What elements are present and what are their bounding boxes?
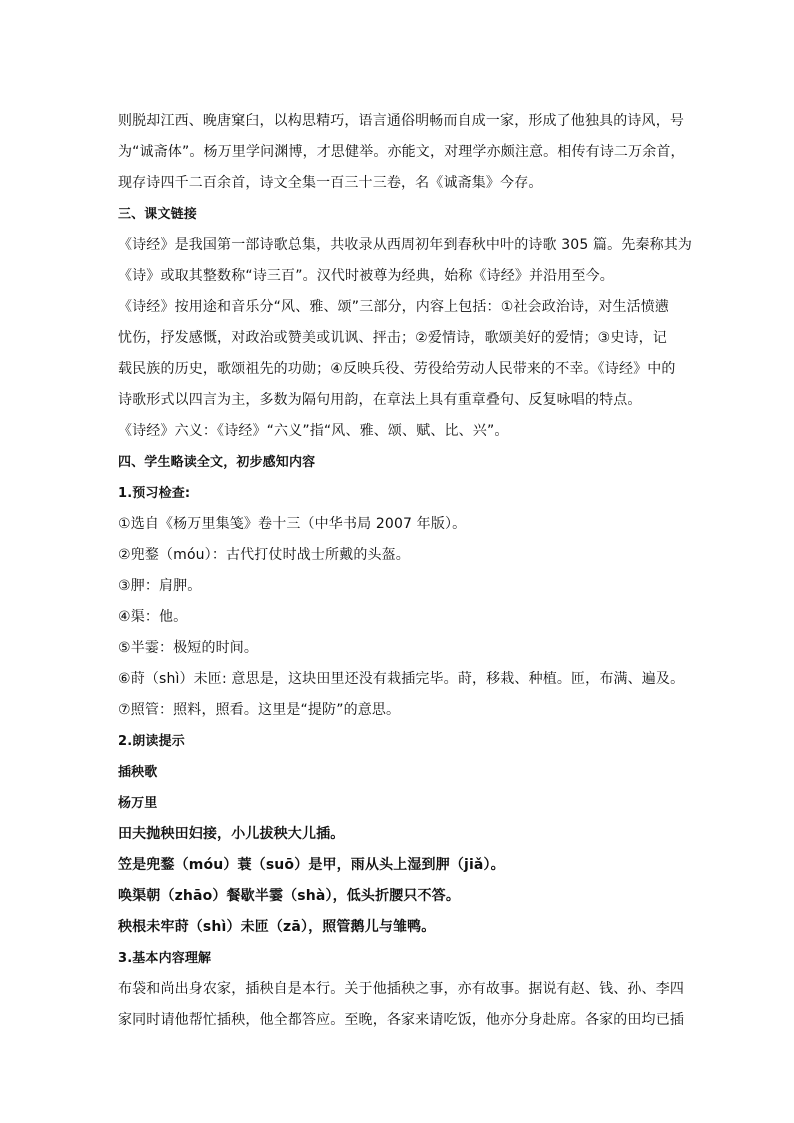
- subsection-heading: 3.基本内容理解: [118, 951, 212, 966]
- text-line: 忧伤，抒发感慨，对政治或赞美或讥讽、抨击；②爱情诗，歌颂美好的爱情；③史诗，记: [118, 330, 667, 346]
- document-page: [118, 106, 693, 1036]
- note-line: ④渠：他。: [118, 609, 188, 625]
- poem-title: 插秧歌: [118, 765, 158, 780]
- note-line: ⑤半霎：极短的时间。: [118, 640, 259, 656]
- text-line: 《诗经》按用途和音乐分“风、雅、颂”三部分，内容上包括：①社会政治诗，对生活愤懑: [118, 299, 670, 315]
- text-line: 为“诚斋体”。杨万里学问渊博，才思健举。亦能文，对理学亦颇注意。相传有诗二万余首，: [118, 144, 685, 160]
- note-line: ⑥莳（shì）未匝: 意思是，这块田里还没有栽插完毕。莳，移栽、种植。匝，布满、遍及。: [118, 671, 685, 687]
- poem-line: 田夫抛秧田妇接，小儿拔秧大儿插。: [118, 826, 345, 842]
- text-line: 《诗》或取其整数称“诗三百”。汉代时被尊为经典，始称《诗经》并沿用至今。: [118, 268, 614, 284]
- section-heading: 四、学生略读全文，初步感知内容: [118, 455, 316, 470]
- note-line: ②兜鍪（móu）：古代打仗时战士所戴的头盔。: [118, 547, 410, 563]
- subsection-heading: 2.朗读提示: [118, 734, 185, 749]
- text-line: 布袋和尚出身农家，插秧自是本行。关于他插秧之事，亦有故事。据说有赵、钱、孙、李四: [118, 981, 684, 997]
- poem-line: 笠是兜鍪（móu）蓑（suō）是甲，雨从头上湿到胛（jiǎ）。: [118, 857, 505, 873]
- poem-line: 秧根未牢莳（shì）未匝（zā），照管鹅儿与雏鸭。: [118, 919, 436, 935]
- note-line: ⑦照管：照料，照看。这里是“提防”的意思。: [118, 702, 401, 718]
- note-line: ③胛：肩胛。: [118, 578, 202, 594]
- text-line: 《诗经》是我国第一部诗歌总集，共收录从西周初年到春秋中叶的诗歌 305 篇。先秦称其为: [118, 237, 693, 253]
- poem-line: 唤渠朝（zhāo）餐歇半霎（shà），低头折腰只不答。: [118, 888, 460, 904]
- subsection-heading: 1.预习检查:: [118, 486, 191, 501]
- text-line: 诗歌形式以四言为主，多数为隔句用韵，在章法上具有重章叠句、反复咏唱的特点。: [118, 392, 642, 408]
- section-heading: 三、课文链接: [118, 207, 197, 222]
- text-line: 现存诗四千二百余首，诗文全集一百三十三卷，名《诚斋集》今存。: [118, 175, 543, 191]
- poem-author: 杨万里: [118, 796, 158, 811]
- note-line: ①选自《杨万里集笺》卷十三（中华书局 2007 年版）。: [118, 516, 467, 532]
- text-line: 则脱却江西、晚唐窠臼，以构思精巧，语言通俗明畅而自成一家，形成了他独具的诗风，号: [118, 113, 684, 129]
- text-line: 载民族的历史，歌颂祖先的功勋；④反映兵役、劳役给劳动人民带来的不幸。《诗经》中的: [118, 361, 676, 377]
- text-line: 家同时请他帮忙插秧，他全都答应。至晚，各家来请吃饭，他亦分身赴席。各家的田均已插: [118, 1012, 684, 1028]
- text-line: 《诗经》六义：《诗经》“六义”指“风、雅、颂、赋、比、兴”。: [118, 423, 509, 439]
